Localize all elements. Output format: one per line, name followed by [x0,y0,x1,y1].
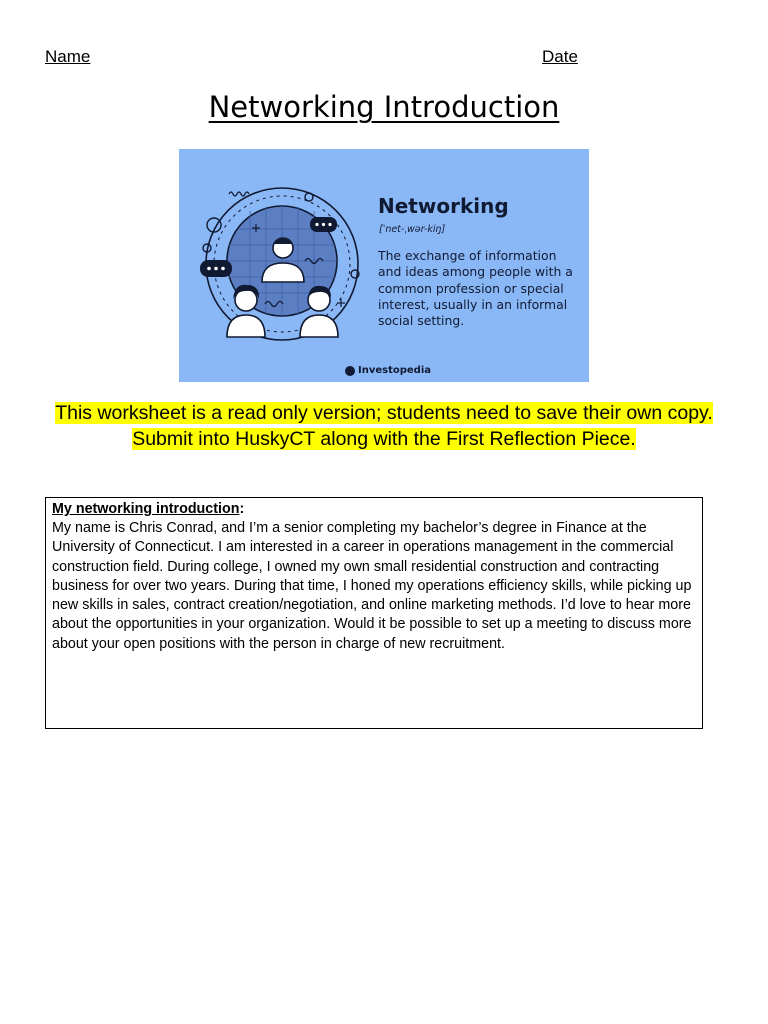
notice-text: This worksheet is a read only version; students need to save their own copy. Submit into HuskyCT along with the First Reflection Piece. [55,402,713,450]
banner-brand [345,365,431,376]
brand-logo-icon [345,366,355,376]
name-label: Name [45,47,91,66]
networking-banner [179,149,589,382]
date-label: Date [542,47,578,66]
intro-body: My name is Chris Conrad, and I’m a senior completing my bachelor’s degree in Finance at the University of Connecticut. I am interested in a career in operations management in the commercial construction field. During college, I owned my own small residential construction and contracting business for over two years. During that time, I honed my operations efficiency skills, while picking up new skills in sales, contract creation/negotiation, and online marketing methods. I’d love to hear more about the opportunities in your organization. Would it be possible to set up a meeting to discuss more about your open positions with the person in charge of new recruitment. [52,520,692,652]
banner-pronunciation: [ˈnet-ˌwər-kiŋ] [379,224,446,235]
read-only-notice [40,400,728,452]
intro-heading [52,500,696,519]
banner-brand-label: Investopedia [358,365,432,376]
intro-heading-colon: : [239,501,245,517]
banner-definition: The exchange of information and ideas among people with a common profession or special interest, usually in an informal social setting. [378,248,573,329]
networking-intro-box[interactable] [45,497,703,729]
intro-heading-text: My networking introduction [52,501,240,517]
page-title: Networking Introduction [208,90,560,124]
banner-heading: Networking [378,194,509,218]
